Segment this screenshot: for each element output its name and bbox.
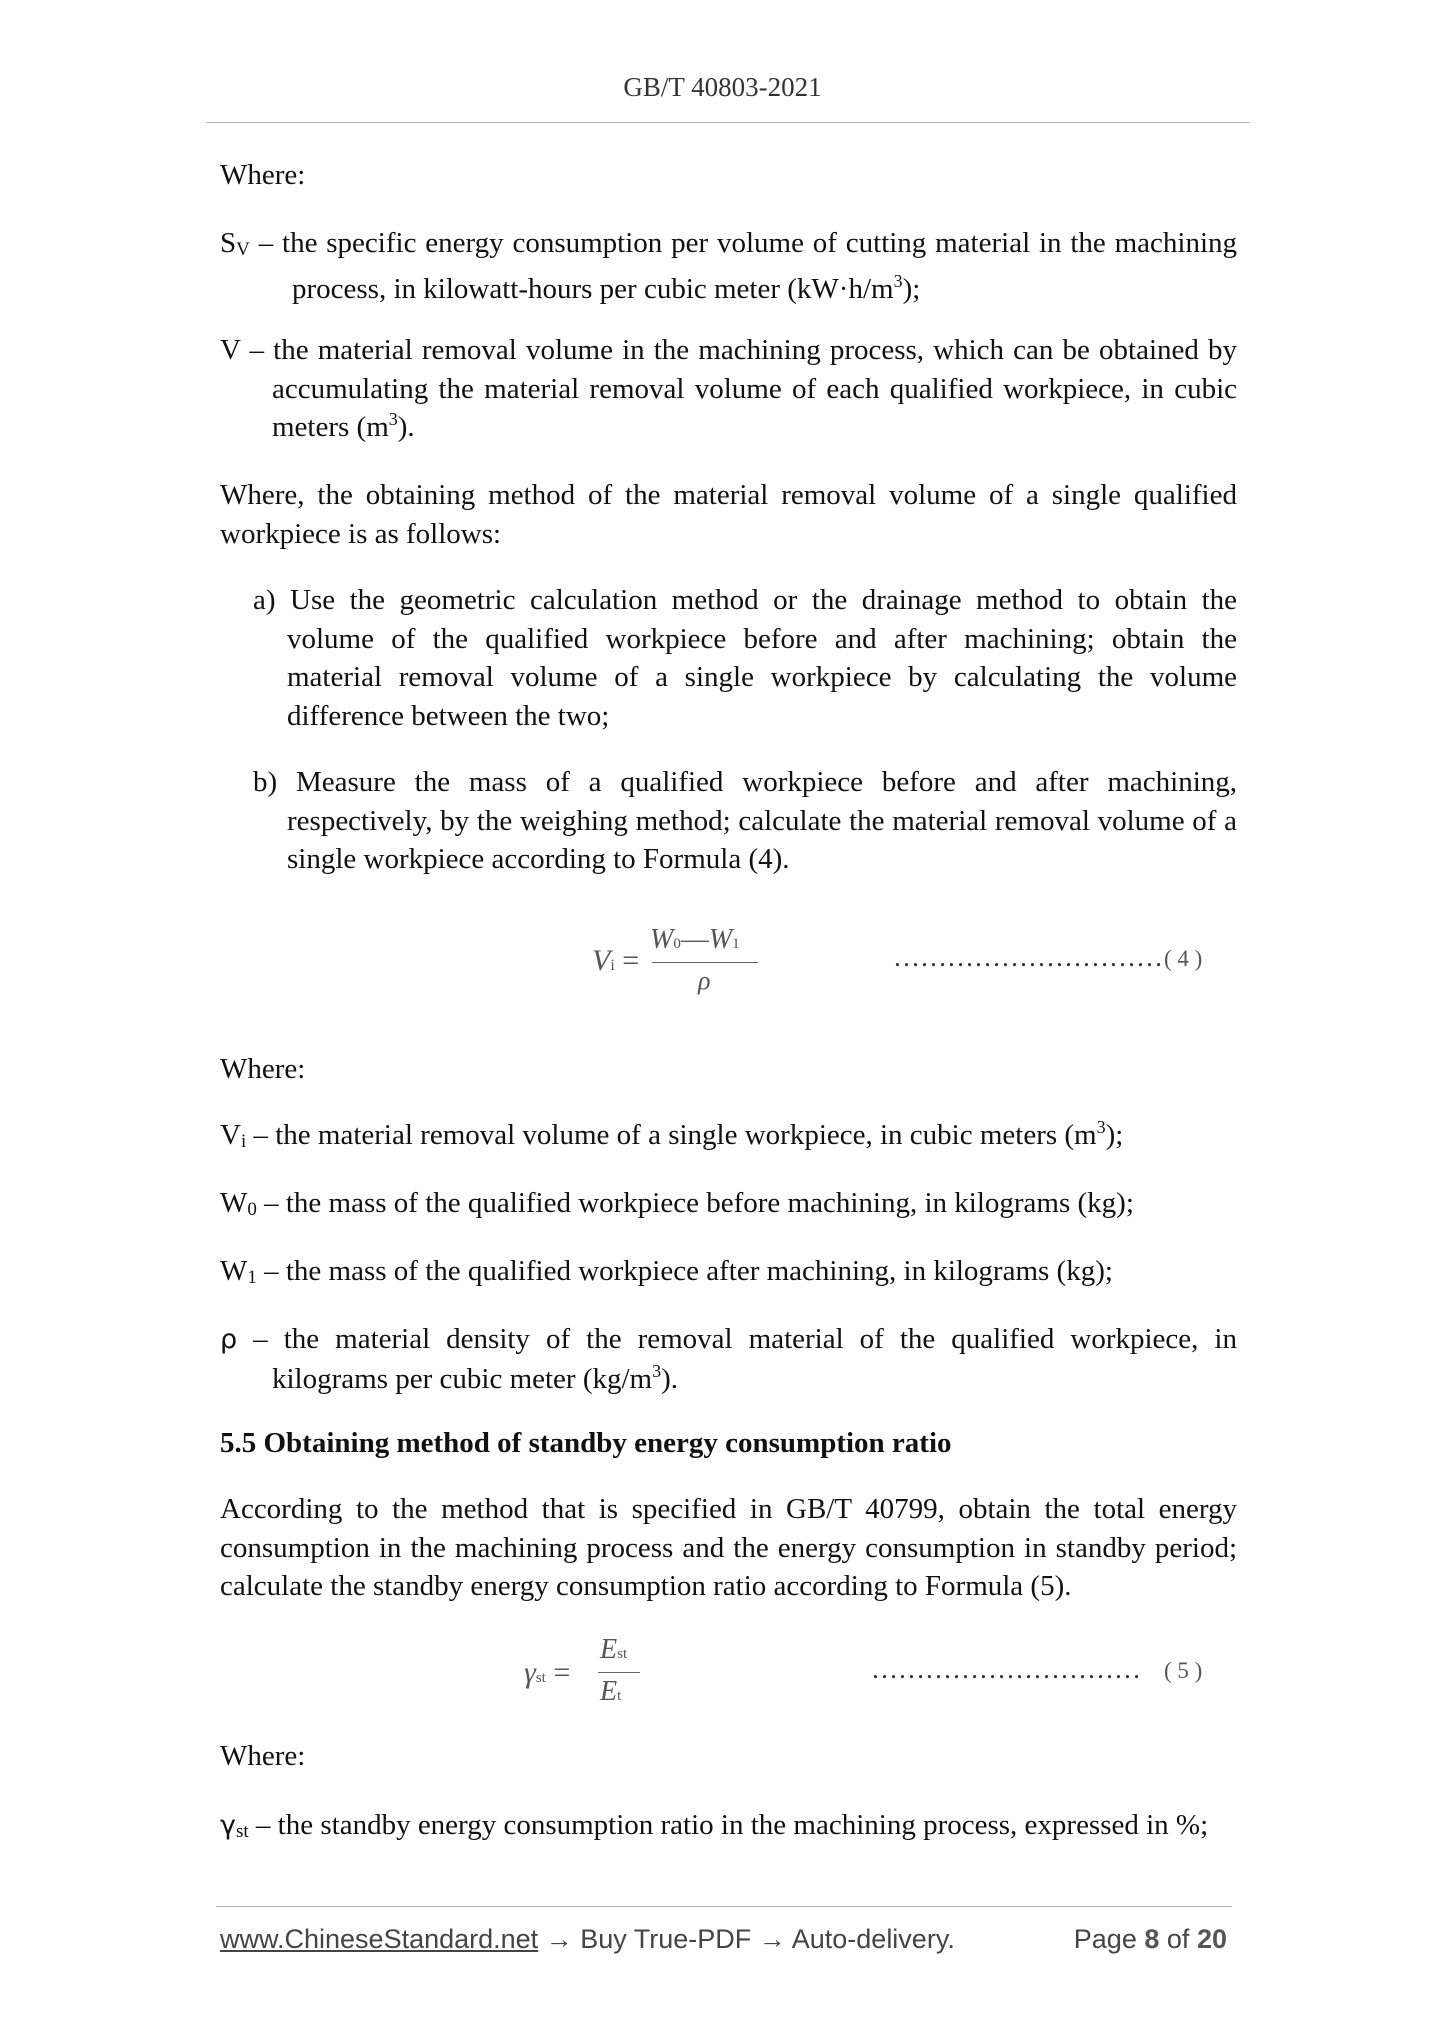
v-tail: ). (397, 411, 415, 443)
section-heading-5-5: 5.5 Obtaining method of standby energy consumption ratio (220, 1427, 952, 1459)
sv-definition (220, 224, 1237, 308)
v-superscript: 3 (388, 409, 398, 429)
formula5-lhs: γst = (524, 1656, 571, 1689)
sv-symbol: S (220, 227, 237, 259)
gamma-definition: γst – the standby energy consumption ratio in the machining process, expressed in %; (220, 1809, 1209, 1842)
document-header-title: GB/T 40803-2021 (623, 72, 822, 102)
footer-promo (220, 1924, 955, 1955)
section-5-5-paragraph: According to the method that is specified in GB/T 40799, obtain the total energy consumption in the machining process and the energy consumption in standby period; calculate the standby energy consumption ratio according to Formula (5). (220, 1493, 1237, 1602)
formula5-numerator: Est (600, 1634, 628, 1665)
current-page-number: 8 (1144, 1924, 1160, 1954)
w1-definition: W1 – the mass of the qualified workpiece after machining, in kilograms (kg); (220, 1255, 1113, 1288)
sv-subscript: V (236, 239, 250, 260)
formula5-number: ( 5 ) (1164, 1658, 1203, 1683)
v-text: V – the material removal volume in the machining process, which can be obtained by accumulating the material removal volume of each qualified workpiece, in cubic meters (m (220, 334, 1237, 443)
w0-definition: W0 – the mass of the qualified workpiece before machining, in kilograms (kg); (220, 1187, 1134, 1220)
formula4-denominator: ρ (698, 966, 711, 995)
where-label-2: Where: (220, 1053, 306, 1085)
sv-superscript: 3 (893, 270, 903, 291)
formula4-lhs: Vi = (592, 944, 640, 977)
sv-text: – the specific energy consumption per volume of cutting material in the machining process, in kilowatt-hours per cubic meter (kW·h/m (249, 227, 1237, 305)
footer-tagline: → Buy True-PDF → Auto-delivery. (538, 1924, 955, 1954)
footer-page-indicator: Page 8 of 20 (1073, 1924, 1227, 1954)
formula4-numerator: W0—W1 (650, 924, 740, 955)
total-pages: 20 (1196, 1924, 1227, 1954)
where-label-1: Where: (220, 159, 306, 191)
vi-definition: Vi – the material removal volume of a single workpiece, in cubic meters $(m^3)$; (220, 1117, 1124, 1152)
where-method-paragraph: Where, the obtaining method of the material removal volume of a single qualified workpiece is as follows: (220, 479, 1237, 550)
formula4-fraction-bar (652, 962, 758, 963)
header-divider (206, 122, 1250, 123)
where-label-3: Where: (220, 1740, 306, 1772)
footer-divider (216, 1906, 1232, 1907)
formula5-denominator: Et (600, 1676, 622, 1707)
sv-tail: ); (902, 272, 921, 305)
formula4-leader: ………………………… (893, 942, 1163, 972)
footer-site-link[interactable]: www.ChineseStandard.net (220, 1924, 539, 1954)
formula5-fraction-bar (598, 1672, 640, 1673)
v-definition (220, 331, 1237, 447)
list-item-b: b) Measure the mass of a qualified workpiece before and after machining, respectively, by the weighing method; calculate the material removal volume of a single workpiece according to Formula (4). (253, 766, 1237, 875)
formula4-number: ( 4 ) (1164, 946, 1203, 971)
formula5-leader: ………………………… (871, 1654, 1141, 1684)
list-item-a: a) Use the geometric calculation method or the drainage method to obtain the volume of the qualified workpiece before and after machining; obtain the material removal volume of a single workpiece by calculating the volume difference between the two; (253, 584, 1237, 732)
rho-definition: ρ – the material density of the removal material of the qualified workpiece, in kilograms per cubic meter $(kg/m^3)$. (220, 1323, 1237, 1395)
